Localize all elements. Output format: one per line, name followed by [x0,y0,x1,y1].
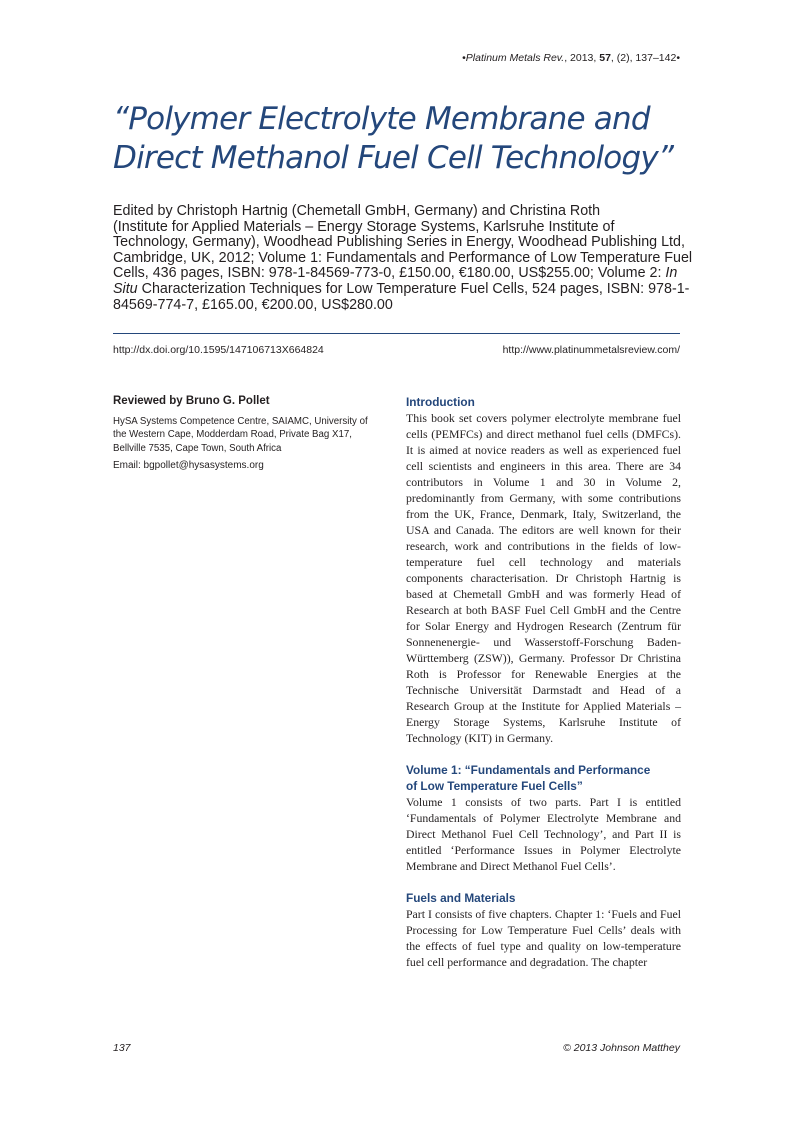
bib-line-4: Cambridge, UK, 2012; Volume 1: Fundamentals and Performance of Low Temperature Fuel [113,249,693,266]
bib-line-6-text: Characterization Techniques for Low Temperature Fuel Cells, 524 pages, ISBN: 978-1- [137,280,690,297]
reviewer-email[interactable]: Email: bgpollet@hysasystems.org [113,459,264,471]
header-issue-pages: , (2), 137–142 [610,52,677,64]
volume1-heading-line-1: Volume 1: “Fundamentals and Performance [406,763,651,777]
bib-line-7: 84569-774-7, £165.00, €200.00, US$280.00 [113,296,393,313]
article-title [113,100,713,178]
reviewer-info [113,395,383,471]
copyright-notice: © 2013 Johnson Matthey [563,1042,680,1054]
header-bullet-right: • [676,52,680,64]
fuels-materials-heading: Fuels and Materials [406,891,516,905]
title-line-1: “Polymer Electrolyte Membrane and [113,101,650,137]
header-volume: 57 [599,52,611,64]
introduction-paragraph: This book set covers polymer electrolyte membrane fuel cells (PEMFCs) and direct methanol fuel cells (DMFCs). It is aimed at novice readers as well as experienced fuel cell scientists and engineers in this area. There are 34 contributors in Volume 1 and 30 in Volume 2, predominantly from Germany, with some contributions from the UK, France, Denmark, Italy, Switzerland, the USA and Canada. The editors are well known for their research, work and contributions in the fields of low-temperature fuel cell technology and materials components characterisation. Dr Christoph Hartnig is based at Chemetall GmbH and was formerly Head of Research at both BASF Fuel Cell GmbH and the Centre for Solar Energy and Hydrogen Research (Zentrum für Sonnenenergie- und Wasserstoff-Forschung Baden-Württemberg (ZSW)), Germany. Professor Dr Christina Roth is Professor for Renewable Energies at the Technische Universität Darmstadt and Head of a Research Group at the Institute for Applied Materials – Energy Storage Systems, Karlsruhe Institute of Technology (KIT) in Germany. [406,411,681,745]
header-divider [113,333,680,334]
page-number: 137 [113,1042,131,1054]
bibliographic-details [113,203,693,313]
affiliation-line-1: HySA Systems Competence Centre, SAIAMC, University of [113,416,368,427]
bib-line-3: Technology, Germany), Woodhead Publishing Series in Energy, Woodhead Publishing Ltd, [113,234,685,251]
journal-name: Platinum Metals Rev. [465,52,565,64]
introduction-heading: Introduction [406,395,475,409]
doi-link[interactable]: http://dx.doi.org/10.1595/147106713X664824 [113,344,324,356]
volume1-heading-line-2: of Low Temperature Fuel Cells” [406,779,583,793]
bib-line-5 [113,266,685,282]
journal-website-link[interactable]: http://www.platinummetalsreview.com/ [502,344,680,356]
reviewer-affiliation [113,415,383,455]
running-header-citation [462,52,680,64]
bib-line-2: (Institute for Applied Materials – Energy Storage Systems, Karlsruhe Institute of [113,218,615,235]
header-year: , 2013, [564,52,600,64]
bib-situ-italic: Situ [113,280,138,297]
fuels-materials-paragraph: Part I consists of five chapters. Chapter 1: ‘Fuels and Fuel Processing for Low Temperature Fuel Cells’ deals with the effects of fuel type and quality on low-temperature fuel cell performance and degradation. The chapter [406,907,681,969]
review-body [406,394,681,970]
volume1-heading [406,762,681,794]
affiliation-line-2: the Western Cape, Modderdam Road, Private Bag X17, [113,429,352,441]
reviewer-name: Reviewed by Bruno G. Pollet [113,395,270,407]
header-bullet-left: • [462,52,466,64]
volume1-paragraph: Volume 1 consists of two parts. Part I is entitled ‘Fundamentals of Polymer Electrolyte Membrane and Direct Methanol Fuel Cell Technology’, and Part II is entitled ‘Performance Issues in Polymer Electrolyte Membrane and Direct Methanol Fuel Cells’. [406,795,681,873]
affiliation-line-3: Bellville 7535, Cape Town, South Africa [113,442,282,454]
title-line-2: Direct Methanol Fuel Cell Technology” [113,140,674,176]
bib-line-5-text: Cells, 436 pages, ISBN: 978-1-84569-773-0, £150.00, €180.00, US$255.00; Volume 2: [113,265,666,282]
section-spacer [406,874,681,890]
bib-line-1: Edited by Christoph Hartnig (Chemetall GmbH, Germany) and Christina Roth [113,203,601,219]
section-spacer [406,746,681,762]
bib-in-italic: In [665,265,678,282]
bib-line-6 [113,280,690,298]
